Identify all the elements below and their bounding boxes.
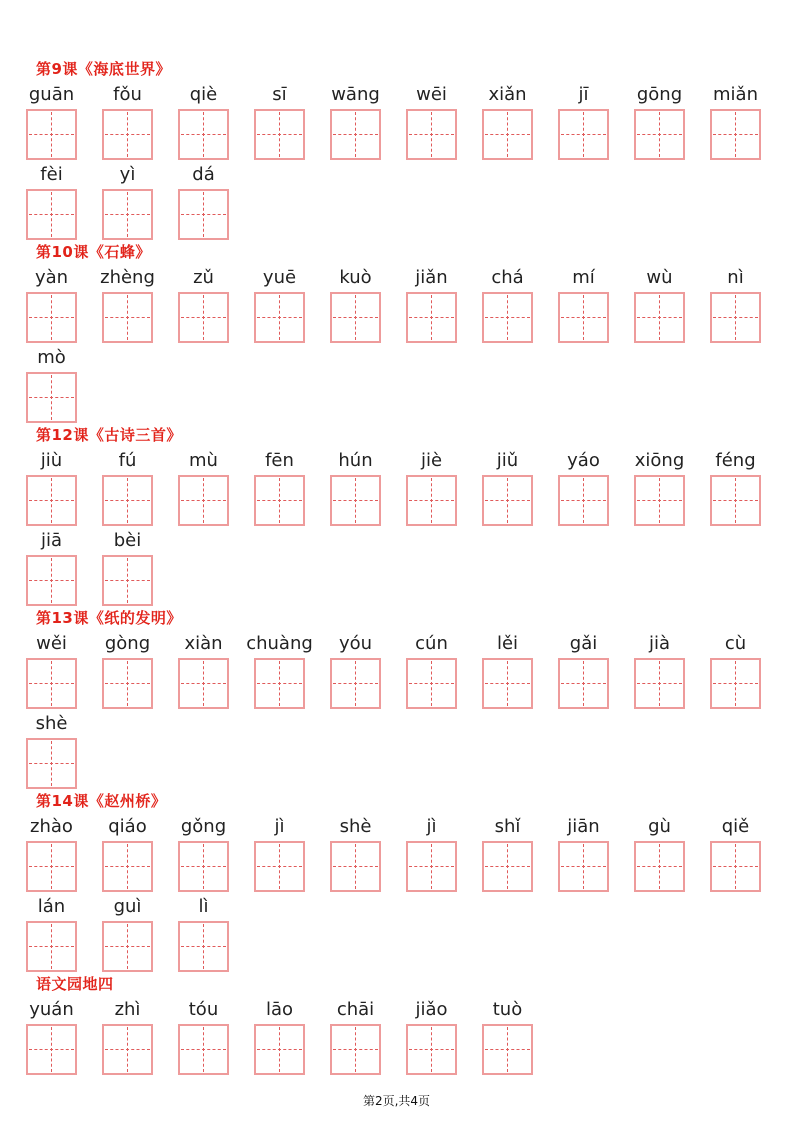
pinyin-label: jiù (40, 450, 63, 471)
pinyin-label: chá (491, 267, 524, 288)
pinyin-cell (634, 450, 685, 526)
writing-grid-box (634, 475, 685, 526)
writing-grid-box (102, 555, 153, 606)
writing-grid-box (178, 658, 229, 709)
writing-grid-box (254, 109, 305, 160)
pinyin-cell (482, 816, 533, 892)
writing-grid-box (482, 292, 533, 343)
pinyin-label: chuàng (246, 633, 313, 654)
pinyin-cell (178, 816, 229, 892)
pinyin-label: shè (339, 816, 372, 837)
writing-grid-box (26, 921, 77, 972)
pinyin-cell (102, 84, 153, 160)
section-title: 第13课《纸的发明》 (36, 609, 182, 627)
pinyin-label: chāi (336, 999, 375, 1020)
pinyin-label: qiáo (108, 816, 147, 837)
page-number-label: 第2页,共4页 (362, 1094, 431, 1108)
writing-grid-box (178, 921, 229, 972)
pinyin-cell (102, 896, 153, 972)
pinyin-cell (102, 816, 153, 892)
pinyin-cell (482, 999, 533, 1075)
pinyin-cell (330, 267, 381, 343)
pinyin-cell (558, 84, 609, 160)
pinyin-row (0, 999, 793, 1075)
pinyin-cell (634, 816, 685, 892)
writing-grid-box (102, 658, 153, 709)
pinyin-cell (482, 84, 533, 160)
writing-grid-box (330, 475, 381, 526)
pinyin-row (0, 450, 793, 526)
pinyin-cell (26, 450, 77, 526)
writing-grid-box (26, 189, 77, 240)
writing-grid-box (406, 841, 457, 892)
lesson-section (0, 244, 793, 423)
pinyin-row (0, 84, 793, 160)
writing-grid-box (634, 292, 685, 343)
writing-grid-box (178, 475, 229, 526)
writing-grid-box (710, 658, 761, 709)
pinyin-cell (26, 164, 77, 240)
writing-grid-box (634, 841, 685, 892)
writing-grid-box (254, 658, 305, 709)
lesson-section (0, 793, 793, 972)
pinyin-cell (26, 347, 77, 423)
pinyin-label: zhèng (100, 267, 155, 288)
writing-grid-box (26, 292, 77, 343)
writing-grid-box (634, 658, 685, 709)
pinyin-cell (254, 84, 305, 160)
lesson-section (0, 427, 793, 606)
writing-grid-box (482, 841, 533, 892)
pinyin-label: shǐ (494, 816, 521, 837)
pinyin-cell (178, 164, 229, 240)
pinyin-cell (254, 267, 305, 343)
writing-grid-box (406, 109, 457, 160)
writing-grid-box (26, 658, 77, 709)
section-title: 第10课《石蜂》 (36, 243, 151, 261)
pinyin-label: féng (715, 450, 756, 471)
pinyin-label: lán (37, 896, 66, 917)
pinyin-label: zǔ (193, 267, 214, 288)
writing-grid-box (482, 658, 533, 709)
pinyin-cell (26, 713, 77, 789)
writing-grid-box (178, 189, 229, 240)
pinyin-cell (406, 84, 457, 160)
pinyin-label: qiè (189, 84, 218, 105)
pinyin-cell (102, 164, 153, 240)
pinyin-label: tuò (492, 999, 523, 1020)
pinyin-cell (246, 633, 313, 709)
pinyin-label: miǎn (713, 84, 758, 105)
pinyin-cell (26, 267, 77, 343)
pinyin-cell (102, 450, 153, 526)
pinyin-row (0, 816, 793, 892)
writing-grid-box (26, 372, 77, 423)
pinyin-cell (406, 816, 457, 892)
pinyin-cell (710, 633, 761, 709)
writing-grid-box (558, 292, 609, 343)
pinyin-cell (178, 267, 229, 343)
writing-grid-box (26, 555, 77, 606)
pinyin-label: zhì (114, 999, 141, 1020)
writing-grid-box (710, 841, 761, 892)
pinyin-cell (330, 84, 381, 160)
pinyin-row (0, 713, 793, 789)
pinyin-cell (254, 816, 305, 892)
pinyin-cell (558, 267, 609, 343)
pinyin-label: cún (415, 633, 448, 654)
pinyin-cell (254, 999, 305, 1075)
pinyin-cell (482, 633, 533, 709)
writing-grid-box (558, 475, 609, 526)
pinyin-cell (178, 84, 229, 160)
writing-grid-box (330, 109, 381, 160)
pinyin-label: yuē (262, 267, 297, 288)
pinyin-label: mí (572, 267, 595, 288)
pinyin-cell (406, 999, 457, 1075)
pinyin-cell (178, 633, 229, 709)
pinyin-cell (102, 633, 153, 709)
writing-grid-box (178, 1024, 229, 1075)
writing-grid-box (482, 1024, 533, 1075)
writing-grid-box (406, 292, 457, 343)
writing-grid-box (710, 475, 761, 526)
pinyin-label: jiā (40, 530, 63, 551)
lesson-section (0, 61, 793, 240)
lesson-section (0, 610, 793, 789)
pinyin-label: gǒng (180, 816, 227, 837)
pinyin-cell (102, 530, 153, 606)
pinyin-label: gōng (636, 84, 683, 105)
pinyin-cell (406, 450, 457, 526)
pinyin-label: jiān (567, 816, 600, 837)
pinyin-label: wāng (331, 84, 380, 105)
pinyin-label: kuò (339, 267, 372, 288)
writing-grid-box (254, 1024, 305, 1075)
section-title: 第9课《海底世界》 (36, 60, 171, 78)
writing-grid-box (178, 109, 229, 160)
pinyin-label: fǒu (113, 84, 142, 105)
pinyin-cell (330, 450, 381, 526)
pinyin-label: qiě (721, 816, 750, 837)
pinyin-label: jì (274, 816, 285, 837)
pinyin-label: xiàn (184, 633, 223, 654)
pinyin-label: shè (35, 713, 68, 734)
pinyin-label: sī (272, 84, 287, 105)
pinyin-label: yóu (338, 633, 373, 654)
writing-grid-box (406, 475, 457, 526)
writing-grid-box (330, 292, 381, 343)
pinyin-row (0, 347, 793, 423)
writing-grid-box (330, 658, 381, 709)
writing-grid-box (102, 292, 153, 343)
pinyin-cell (406, 633, 457, 709)
pinyin-cell (634, 633, 685, 709)
pinyin-cell (710, 84, 761, 160)
writing-grid-box (558, 658, 609, 709)
pinyin-cell (634, 84, 685, 160)
pinyin-label: jià (648, 633, 671, 654)
pinyin-label: zhào (30, 816, 73, 837)
writing-grid-box (102, 1024, 153, 1075)
pinyin-cell (254, 450, 305, 526)
pinyin-row (0, 164, 793, 240)
writing-grid-box (26, 738, 77, 789)
pinyin-label: lěi (496, 633, 519, 654)
writing-grid-box (330, 1024, 381, 1075)
pinyin-label: fú (118, 450, 137, 471)
writing-grid-box (26, 1024, 77, 1075)
pinyin-cell (710, 267, 761, 343)
pinyin-label: tóu (188, 999, 219, 1020)
pinyin-cell (178, 999, 229, 1075)
pinyin-label: jiǎo (415, 999, 448, 1020)
pinyin-label: gù (648, 816, 671, 837)
pinyin-label: guì (113, 896, 142, 917)
pinyin-label: guān (28, 84, 75, 105)
pinyin-label: jī (578, 84, 589, 105)
pinyin-row (0, 530, 793, 606)
writing-grid-box (178, 292, 229, 343)
pinyin-cell (482, 267, 533, 343)
pinyin-label: nì (727, 267, 744, 288)
writing-grid-box (26, 475, 77, 526)
pinyin-cell (330, 999, 381, 1075)
writing-grid-box (710, 109, 761, 160)
pinyin-cell (330, 816, 381, 892)
pinyin-cell (102, 267, 153, 343)
writing-grid-box (254, 292, 305, 343)
pinyin-row (0, 267, 793, 343)
pinyin-cell (330, 633, 381, 709)
writing-grid-box (406, 658, 457, 709)
writing-grid-box (558, 841, 609, 892)
pinyin-label: lì (198, 896, 209, 917)
pinyin-label: xiōng (634, 450, 685, 471)
pinyin-cell (634, 267, 685, 343)
pinyin-cell (178, 896, 229, 972)
pinyin-label: yì (119, 164, 136, 185)
lesson-section (0, 976, 793, 1075)
pinyin-label: wù (646, 267, 673, 288)
writing-grid-box (26, 109, 77, 160)
pinyin-cell (26, 84, 77, 160)
pinyin-label: jiǔ (496, 450, 519, 471)
pinyin-label: gǎi (569, 633, 598, 654)
pinyin-cell (482, 450, 533, 526)
pinyin-cell (26, 896, 77, 972)
pinyin-cell (26, 816, 77, 892)
pinyin-row (0, 896, 793, 972)
writing-grid-box (482, 109, 533, 160)
writing-grid-box (102, 921, 153, 972)
pinyin-cell (558, 633, 609, 709)
writing-grid-box (558, 109, 609, 160)
writing-grid-box (254, 841, 305, 892)
writing-grid-box (710, 292, 761, 343)
pinyin-label: mò (37, 347, 66, 368)
pinyin-label: wěi (36, 633, 67, 654)
writing-grid-box (102, 189, 153, 240)
writing-grid-box (254, 475, 305, 526)
pinyin-label: fèi (40, 164, 63, 185)
writing-grid-box (482, 475, 533, 526)
pinyin-label: jiǎn (415, 267, 448, 288)
writing-grid-box (26, 841, 77, 892)
pinyin-cell (26, 999, 77, 1075)
pinyin-cell (558, 816, 609, 892)
pinyin-label: hún (338, 450, 373, 471)
pinyin-cell (710, 450, 761, 526)
pinyin-cell (178, 450, 229, 526)
pinyin-label: wēi (416, 84, 447, 105)
pinyin-label: gòng (104, 633, 151, 654)
pinyin-label: yáo (567, 450, 600, 471)
pinyin-row (0, 633, 793, 709)
pinyin-label: mù (189, 450, 218, 471)
writing-grid-box (102, 475, 153, 526)
page-footer (0, 1094, 793, 1108)
pinyin-label: jiè (420, 450, 443, 471)
section-title: 语文园地四 (36, 975, 114, 993)
writing-grid-box (102, 109, 153, 160)
writing-grid-box (406, 1024, 457, 1075)
pinyin-label: lāo (265, 999, 294, 1020)
pinyin-cell (26, 530, 77, 606)
pinyin-cell (406, 267, 457, 343)
writing-grid-box (330, 841, 381, 892)
pinyin-label: fēn (265, 450, 294, 471)
pinyin-cell (710, 816, 761, 892)
writing-grid-box (634, 109, 685, 160)
pinyin-label: cù (724, 633, 747, 654)
pinyin-cell (26, 633, 77, 709)
pinyin-label: yuán (29, 999, 74, 1020)
writing-grid-box (178, 841, 229, 892)
pinyin-cell (102, 999, 153, 1075)
pinyin-label: dá (192, 164, 215, 185)
section-title: 第12课《古诗三首》 (36, 426, 182, 444)
pinyin-label: xiǎn (488, 84, 527, 105)
pinyin-label: yàn (34, 267, 69, 288)
writing-grid-box (102, 841, 153, 892)
section-title: 第14课《赵州桥》 (36, 792, 167, 810)
pinyin-label: bèi (113, 530, 142, 551)
pinyin-cell (558, 450, 609, 526)
pinyin-label: jì (426, 816, 437, 837)
